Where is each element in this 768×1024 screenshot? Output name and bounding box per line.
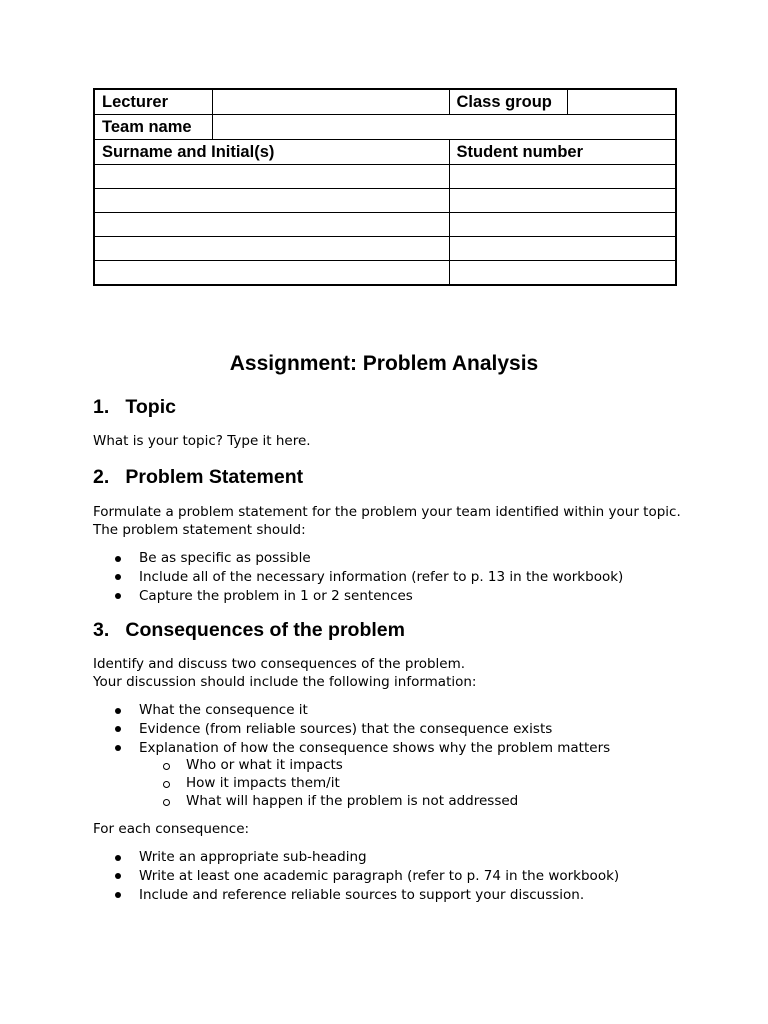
bullet-icon xyxy=(115,556,121,562)
list-item xyxy=(93,701,610,720)
student-number-header: Student number xyxy=(449,140,676,165)
each-consequence-list xyxy=(93,848,619,904)
circle-bullet-icon xyxy=(163,763,170,770)
bullet-icon xyxy=(115,892,121,898)
bullet-icon xyxy=(115,745,121,751)
student-info-table xyxy=(93,88,677,286)
list-item xyxy=(93,848,619,867)
list-item-text: Explanation of how the consequence shows why the problem matters xyxy=(139,739,611,756)
list-item-text: How it impacts them/it xyxy=(186,775,340,792)
section-number: 1. xyxy=(93,396,110,418)
table-row xyxy=(94,189,676,213)
circle-bullet-icon xyxy=(163,799,170,806)
student-number-cell[interactable] xyxy=(449,261,676,286)
problem-statement-instruction xyxy=(93,503,681,539)
table-row xyxy=(94,165,676,189)
circle-bullet-icon xyxy=(163,781,170,788)
list-item-text: Capture the problem in 1 or 2 sentences xyxy=(139,587,413,604)
table-row xyxy=(94,115,676,140)
surname-cell[interactable] xyxy=(94,237,449,261)
text-line: Your discussion should include the following information: xyxy=(93,674,477,690)
section-title: Consequences of the problem xyxy=(125,619,405,641)
section-title: Topic xyxy=(125,396,176,418)
sub-list-item xyxy=(93,793,610,811)
list-item xyxy=(93,568,623,587)
surname-cell[interactable] xyxy=(94,165,449,189)
list-item xyxy=(93,867,619,886)
surname-cell[interactable] xyxy=(94,189,449,213)
page-title: Assignment: Problem Analysis xyxy=(229,352,539,375)
list-item xyxy=(93,587,623,606)
bullet-icon xyxy=(115,873,121,879)
table-row xyxy=(94,89,676,115)
list-item xyxy=(93,720,610,739)
text-line: The problem statement should: xyxy=(93,522,306,538)
list-item xyxy=(93,739,610,758)
consequences-instruction xyxy=(93,655,476,691)
list-item-text: Write at least one academic paragraph (refer to p. 74 in the workbook) xyxy=(139,867,620,884)
topic-instruction: What is your topic? Type it here. xyxy=(93,433,311,449)
list-item-text: Write an appropriate sub-heading xyxy=(139,849,367,865)
list-item xyxy=(93,549,623,568)
table-row xyxy=(94,140,676,165)
surname-cell[interactable] xyxy=(94,213,449,237)
problem-statement-list xyxy=(93,549,623,605)
student-number-cell[interactable] xyxy=(449,189,676,213)
surname-cell[interactable] xyxy=(94,261,449,286)
text-line: Formulate a problem statement for the problem your team identified within your topic. xyxy=(93,504,681,520)
bullet-icon xyxy=(115,593,121,599)
student-number-cell[interactable] xyxy=(449,213,676,237)
list-item-text: What the consequence it xyxy=(139,702,308,718)
bullet-icon xyxy=(115,708,121,714)
class-group-label: Class group xyxy=(449,89,567,115)
section-number: 2. xyxy=(93,466,110,488)
bullet-icon xyxy=(115,726,121,732)
table-row xyxy=(94,213,676,237)
bullet-icon xyxy=(115,574,121,580)
list-item-text: Include all of the necessary information (refer to p. 13 in the workbook) xyxy=(139,568,624,585)
sub-list-item xyxy=(93,757,610,775)
list-item-text: What will happen if the problem is not addressed xyxy=(186,792,519,809)
list-item-text: Be as specific as possible xyxy=(139,550,311,566)
for-each-label: For each consequence: xyxy=(93,821,250,837)
section-heading-problem-statement xyxy=(93,466,303,489)
consequences-list xyxy=(93,701,610,810)
list-item-text: Evidence (from reliable sources) that the consequence exists xyxy=(139,720,553,737)
list-item-text: Who or what it impacts xyxy=(186,757,343,774)
student-number-cell[interactable] xyxy=(449,165,676,189)
list-item xyxy=(93,886,619,905)
team-name-field[interactable] xyxy=(212,115,676,140)
table-row xyxy=(94,261,676,286)
lecturer-label: Lecturer xyxy=(94,89,212,115)
bullet-icon xyxy=(115,855,121,861)
section-number: 3. xyxy=(93,619,110,641)
section-heading-consequences xyxy=(93,619,405,642)
team-name-label: Team name xyxy=(94,115,212,140)
student-number-cell[interactable] xyxy=(449,237,676,261)
sub-list-item xyxy=(93,775,610,793)
lecturer-field[interactable] xyxy=(212,89,449,115)
surname-header: Surname and Initial(s) xyxy=(94,140,449,165)
text-line: Identify and discuss two consequences of the problem. xyxy=(93,656,466,672)
class-group-field[interactable] xyxy=(567,89,676,115)
list-item-text: Include and reference reliable sources to support your discussion. xyxy=(139,886,585,903)
section-heading-topic xyxy=(93,396,176,419)
section-title: Problem Statement xyxy=(125,466,304,488)
table-row xyxy=(94,237,676,261)
